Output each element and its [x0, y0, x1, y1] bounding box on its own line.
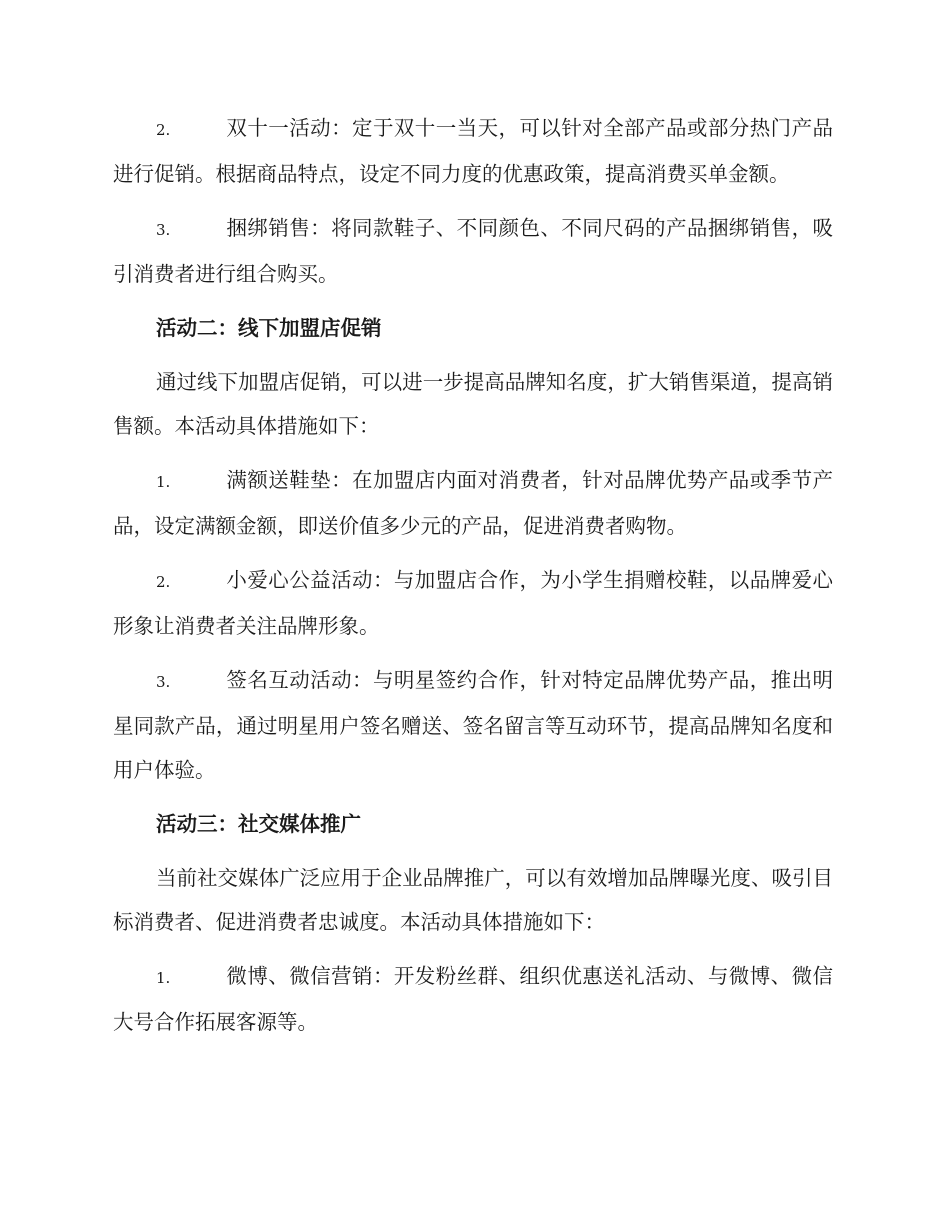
- activity2-intro: 通过线下加盟店促销，可以进一步提高品牌知名度，扩大销售渠道，提高销售额。本活动具体措施如下：: [113, 370, 833, 438]
- list-number: 1.: [156, 473, 171, 491]
- list-number: 1.: [156, 969, 171, 987]
- list-number: 3.: [156, 673, 171, 691]
- list-item: [113, 458, 833, 548]
- section-heading-activity2: 活动二：线下加盟店促销: [156, 316, 382, 340]
- section-heading-activity3: 活动三：社交媒体推广: [156, 812, 361, 836]
- list-item: [113, 658, 833, 792]
- list-number: 2.: [156, 121, 171, 139]
- list-item: [113, 558, 833, 648]
- list-item-text: 满额送鞋垫：在加盟店内面对消费者，针对品牌优势产品或季节产品，设定满额金额，即送价值多少元的产品，促进消费者购物。: [113, 468, 833, 538]
- list-item: [113, 954, 833, 1044]
- list-item: [113, 106, 833, 196]
- list-item-text: 双十一活动：定于双十一当天，可以针对全部产品或部分热门产品进行促销。根据商品特点，设定不同力度的优惠政策，提高消费买单金额。: [113, 116, 833, 186]
- list-item-text: 签名互动活动：与明星签约合作，针对特定品牌优势产品，推出明星同款产品，通过明星用户签名赠送、签名留言等互动环节，提高品牌知名度和用户体验。: [113, 668, 833, 782]
- document-page: [113, 106, 833, 1054]
- list-item: [113, 206, 833, 296]
- activity3-intro: 当前社交媒体广泛应用于企业品牌推广，可以有效增加品牌曝光度、吸引目标消费者、促进消费者忠诚度。本活动具体措施如下：: [113, 866, 833, 934]
- list-number: 3.: [156, 221, 171, 239]
- list-item-text: 捆绑销售：将同款鞋子、不同颜色、不同尺码的产品捆绑销售，吸引消费者进行组合购买。: [113, 216, 833, 286]
- list-number: 2.: [156, 573, 171, 591]
- list-item-text: 小爱心公益活动：与加盟店合作，为小学生捐赠校鞋，以品牌爱心形象让消费者关注品牌形象。: [113, 568, 833, 638]
- list-item-text: 微博、微信营销：开发粉丝群、组织优惠送礼活动、与微博、微信大号合作拓展客源等。: [113, 964, 833, 1034]
